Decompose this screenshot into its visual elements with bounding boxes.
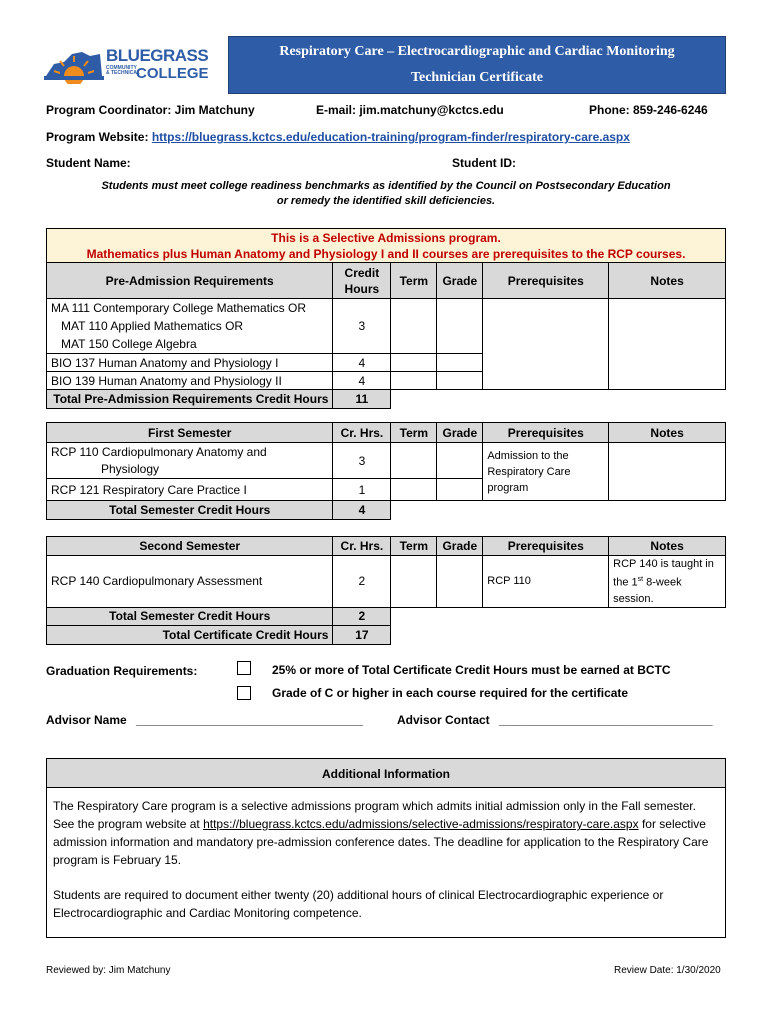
additional-paragraph-1: The Respiratory Care program is a selective admissions program which admits initial admission only in the Fall semester. See the program website at https://bluegrass.kctcs.edu/admissions/selective-admissions/respiratory-care.aspx for selective admission information and mandatory pre-admission conference dates. The deadline for application to the Respiratory Care program is February 15. xyxy=(53,799,709,867)
pre-admission-header: Pre-Admission Requirements Credit Hours Term Grade Prerequisites Notes xyxy=(47,263,726,299)
website-link[interactable]: https://bluegrass.kctcs.edu/education-training/program-finder/respiratory-care.aspx xyxy=(151,130,630,144)
selective-admissions-notice: This is a Selective Admissions program. Mathematics plus Human Anatomy and Physiology I and II courses are prerequisites to the RCP courses. xyxy=(46,228,726,262)
review-date: Review Date: 1/30/2020 xyxy=(614,965,721,976)
additional-paragraph-2: Students are required to document either twenty (20) additional hours of clinical Electrocardiographic experience or Electrocardiographic and Cardiac Monitoring competence. xyxy=(53,888,664,920)
second-semester-table xyxy=(46,536,726,645)
kentucky-sunrise-icon xyxy=(44,46,104,84)
selective-admissions-link[interactable]: https://bluegrass.kctcs.edu/admissions/selective-admissions/respiratory-care.aspx xyxy=(203,817,639,831)
term-cell[interactable] xyxy=(391,443,437,479)
graduation-requirement-1: 25% or more of Total Certificate Credit Hours must be earned at BCTC xyxy=(272,663,671,677)
grade-cell[interactable] xyxy=(437,556,483,608)
title-line-1: Respiratory Care – Electrocardiographic and Cardiac Monitoring xyxy=(279,44,675,59)
first-semester-prerequisites: Admission to the Respiratory Care program xyxy=(483,443,609,501)
grade-cell[interactable] xyxy=(437,299,483,354)
title-line-2: Technician Certificate xyxy=(410,70,544,85)
term-cell[interactable] xyxy=(391,479,437,501)
math-options: MA 111 Contemporary College Mathematics OR MAT 110 Applied Mathematics OR MAT 150 College Algebra xyxy=(47,299,333,354)
term-cell[interactable] xyxy=(391,372,437,390)
program-coordinator: Program Coordinator: Jim Matchuny xyxy=(46,103,255,117)
grade-cell[interactable] xyxy=(437,372,483,390)
table-row: RCP 121 Respiratory Care Practice I 1 xyxy=(47,479,726,501)
term-cell[interactable] xyxy=(391,299,437,354)
grade-cell[interactable] xyxy=(437,479,483,501)
table-row: RCP 140 Cardiopulmonary Assessment 2 RCP 110 RCP 140 is taught in the 1st 8-week session. xyxy=(47,556,726,608)
pre-admission-table xyxy=(46,262,726,409)
term-cell[interactable] xyxy=(391,556,437,608)
table-row: RCP 110 Cardiopulmonary Anatomy and Physiology 3 Admission to the Respiratory Care program xyxy=(47,443,726,479)
requirement-checkbox-1[interactable] xyxy=(237,661,251,675)
first-semester-total-row: Total Semester Credit Hours 4 xyxy=(47,501,726,520)
table-row: BIO 137 Human Anatomy and Physiology I 4 xyxy=(47,354,726,372)
second-semester-total-row: Total Semester Credit Hours 2 xyxy=(47,607,726,625)
logo-text-college: COLLEGE xyxy=(136,65,209,82)
additional-information-body xyxy=(46,787,726,938)
pre-admission-total-row: Total Pre-Admission Requirements Credit Hours 11 xyxy=(47,390,726,409)
coordinator-phone: Phone: 859-246-6246 xyxy=(589,103,708,117)
additional-information-title: Additional Information xyxy=(46,758,726,788)
table-row: MA 111 Contemporary College Mathematics OR MAT 110 Applied Mathematics OR MAT 150 College Algebra 3 xyxy=(47,299,726,354)
coordinator-email: E-mail: jim.matchuny@kctcs.edu xyxy=(316,103,504,117)
logo-text-bluegrass: BLUEGRASS xyxy=(106,46,209,65)
table-row: BIO 139 Human Anatomy and Physiology II 4 xyxy=(47,372,726,390)
term-cell[interactable] xyxy=(391,354,437,372)
website-label: Program Website: xyxy=(46,130,149,144)
program-website xyxy=(46,130,630,144)
requirement-checkbox-2[interactable] xyxy=(237,686,251,700)
advisor-contact-field[interactable]: Advisor Contact ________________________________ xyxy=(397,713,713,727)
readiness-statement: Students must meet college readiness benchmarks as identified by the Council on Postsecondary Education or remedy the identified skill deficiencies. xyxy=(101,180,671,207)
graduation-requirement-2: Grade of C or higher in each course required for the certificate xyxy=(272,686,629,700)
student-name-label: Student Name: xyxy=(46,156,131,170)
reviewed-by: Reviewed by: Jim Matchuny xyxy=(46,965,171,976)
grade-cell[interactable] xyxy=(437,354,483,372)
advisor-name-field[interactable]: Advisor Name __________________________________ xyxy=(46,713,363,727)
second-semester-header: Second Semester Cr. Hrs. Term Grade Prerequisites Notes xyxy=(47,537,726,556)
logo-text-community: COMMUNITY & TECHNICAL xyxy=(106,65,140,76)
student-id-label: Student ID: xyxy=(452,156,516,170)
graduation-requirements-label: Graduation Requirements: xyxy=(46,664,198,678)
college-logo xyxy=(44,46,224,84)
certificate-total-row: Total Certificate Credit Hours 17 xyxy=(47,625,726,644)
certificate-title xyxy=(228,36,726,94)
first-semester-header: First Semester Cr. Hrs. Term Grade Prerequisites Notes xyxy=(47,423,726,443)
rcp140-note: RCP 140 is taught in the 1st 8-week session. xyxy=(609,556,726,608)
first-semester-table xyxy=(46,422,726,520)
grade-cell[interactable] xyxy=(437,443,483,479)
